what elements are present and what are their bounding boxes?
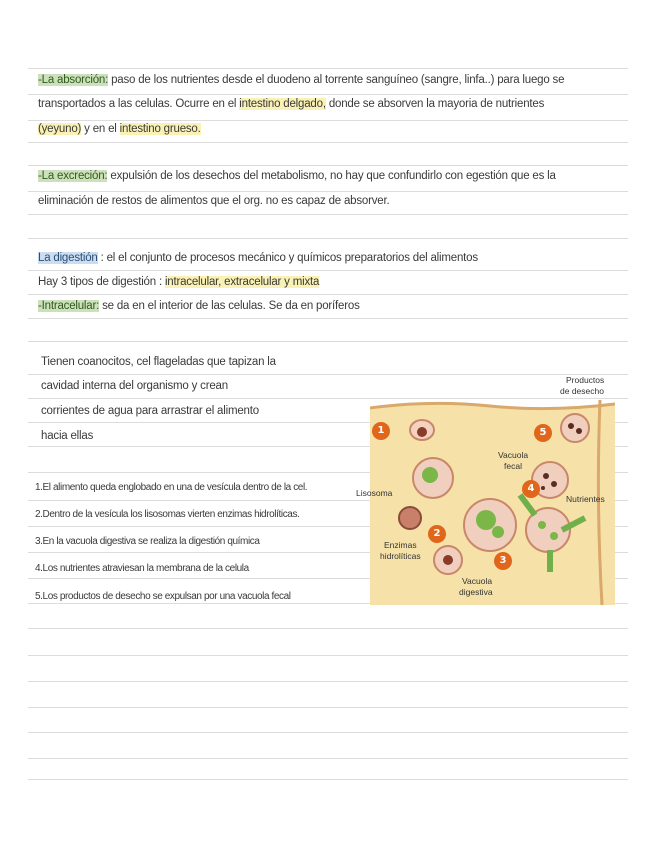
label-nutrientes: Nutrientes <box>566 494 605 504</box>
absorcion-text-2a: transportados a las celulas. Ocurre en el <box>38 98 240 110</box>
absorcion-line-3 <box>38 123 201 135</box>
digestion-line-3 <box>38 300 360 312</box>
label-vacuola-digestiva-1: Vacuola <box>462 576 493 586</box>
intracelular-text: se da en el interior de las celulas. Se da en poríferos <box>99 300 360 312</box>
digestion-line-2 <box>38 276 319 288</box>
yeyuno: (yeyuno) <box>38 123 82 135</box>
excrecion-text-1: expulsión de los desechos del metabolismo, no hay que confundirlo con egestión que es la <box>107 170 556 182</box>
excrecion-label: -La excreción: <box>38 170 108 182</box>
step-4: 4.Los nutrientes atraviesan la membrana de la celula <box>35 563 249 574</box>
absorcion-label: -La absorción: <box>38 74 109 86</box>
absorcion-text-2c: donde se absorven la mayoria de nutrientes <box>325 98 545 110</box>
label-vacuola-fecal-1: Vacuola <box>498 450 529 460</box>
label-vacuola-fecal-2: fecal <box>504 461 522 471</box>
intracelular-label: -Intracelular: <box>38 300 100 312</box>
step-marker-4: 4 <box>522 480 540 498</box>
digestion-line-1 <box>38 252 478 264</box>
label-productos: Productos <box>566 375 605 385</box>
label-lisosoma: Lisosoma <box>356 488 393 498</box>
coanocitos-line-3: corrientes de agua para arrastrar el alimento <box>41 405 259 417</box>
step-marker-1: 1 <box>372 422 390 440</box>
step-marker-3: 3 <box>494 552 512 570</box>
label-desecho: de desecho <box>560 386 604 396</box>
digestion-label: La digestión <box>38 252 98 264</box>
digestion-tipos: intracelular, extracelular y mixta <box>164 276 320 288</box>
digestion-text-2a: Hay 3 tipos de digestión : <box>38 276 165 288</box>
absorcion-text-1: paso de los nutrientes desde el duodeno al torrente sanguíneo (sangre, linfa..) para luego se <box>108 74 565 86</box>
excrecion-text-2: eliminación de restos de alimentos que el org. no es capaz de absorver. <box>38 195 390 207</box>
step-marker-5: 5 <box>534 424 552 442</box>
label-enzimas-1: Enzimas <box>384 540 417 550</box>
excrecion-line-1 <box>38 170 556 182</box>
coanocitos-line-4: hacia ellas <box>41 430 94 442</box>
excrecion-line-2 <box>38 195 389 207</box>
digestion-text-1: : el el conjunto de procesos mecánico y químicos preparatorios del alimentos <box>97 252 478 264</box>
absorcion-line-1 <box>38 74 564 86</box>
coanocitos-line-2: cavidad interna del organismo y crean <box>41 380 228 392</box>
step-1: 1.El alimento queda englobado en una de vesícula dentro de la cel. <box>35 482 308 493</box>
absorcion-line-2 <box>38 98 544 110</box>
label-enzimas-2: hidrolíticas <box>380 551 421 561</box>
absorcion-text-3b: y en el <box>81 123 120 135</box>
step-3: 3.En la vacuola digestiva se realiza la digestión química <box>35 536 260 547</box>
label-vacuola-digestiva-2: digestiva <box>459 587 493 597</box>
intestino-grueso: intestino grueso. <box>119 123 201 135</box>
step-2: 2.Dentro de la vesícula los lisosomas vierten enzimas hidrolíticas. <box>35 509 300 520</box>
intestino-delgado: intestino delgado, <box>239 98 326 110</box>
step-5: 5.Los productos de desecho se expulsan por una vacuola fecal <box>35 591 291 602</box>
coanocitos-line-1: Tienen coanocitos, cel flageladas que tapizan la <box>41 356 276 368</box>
step-marker-2: 2 <box>428 525 446 543</box>
